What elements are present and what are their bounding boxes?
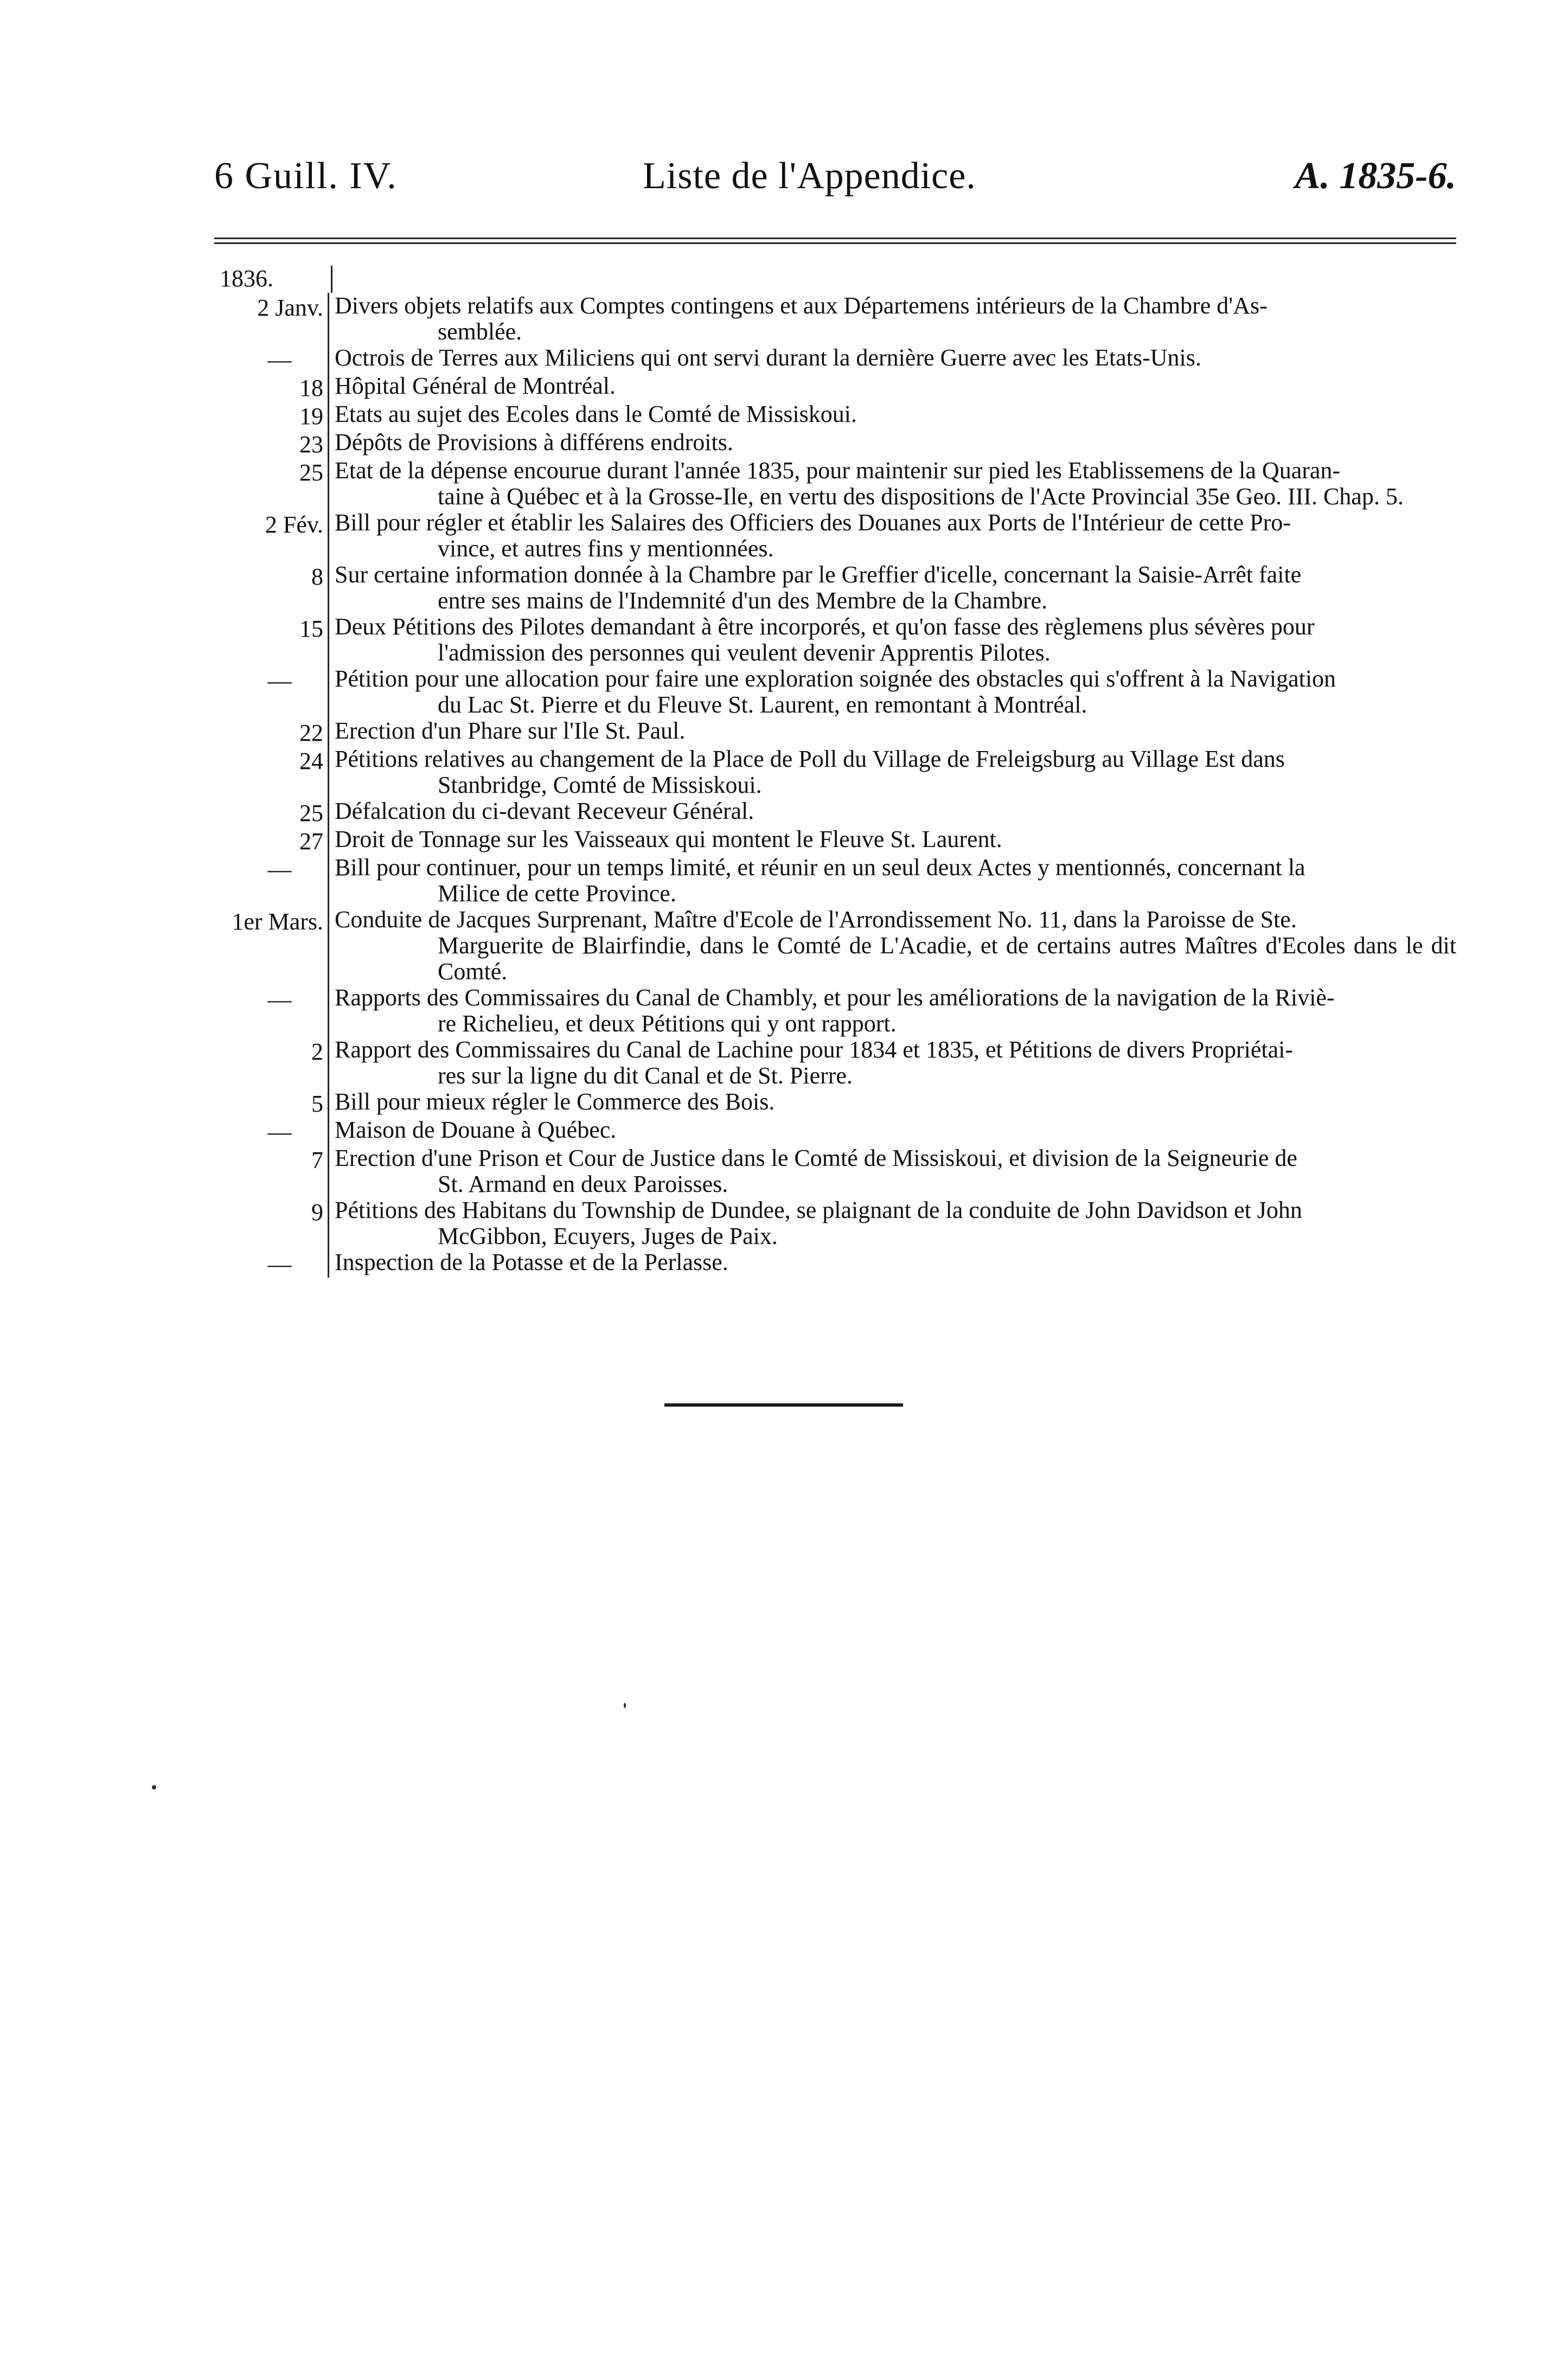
list-item <box>214 826 1456 855</box>
list-item <box>214 510 1456 562</box>
entry-continuation: res sur la ligne du dit Canal et de St. Pierre. <box>438 1062 853 1089</box>
entry-description <box>329 1117 1456 1145</box>
entry-description <box>329 429 1456 458</box>
entry-date: 25 <box>214 798 329 826</box>
entry-continuation: entre ses mains de l'Indemnité d'un des Membre de la Chambre. <box>438 587 1048 614</box>
entry-text: Dépôts de Provisions à différens endroits. <box>335 429 733 456</box>
list-item <box>214 666 1456 718</box>
entry-text: Etat de la dépense encourue durant l'année 1835, pour maintenir sur pied les Etablissemens de la Quaran- <box>335 457 1341 484</box>
entry-date: 8 <box>214 562 329 614</box>
entry-continuation: St. Armand en deux Paroisses. <box>438 1171 728 1197</box>
entry-description <box>329 855 1456 907</box>
entry-description <box>329 293 1456 345</box>
entry-description <box>329 345 1456 373</box>
header-rule <box>214 238 1456 244</box>
list-item <box>214 1037 1456 1089</box>
header-right: A. 1835-6. <box>1295 155 1456 197</box>
entry-date: 5 <box>214 1089 329 1117</box>
entry-text: Erection d'un Phare sur l'Ile St. Paul. <box>335 717 686 744</box>
list-item <box>214 746 1456 798</box>
list-item <box>214 1197 1456 1249</box>
entry-description <box>329 1089 1456 1117</box>
entry-text: Droit de Tonnage sur les Vaisseaux qui montent le Fleuve St. Laurent. <box>335 826 1002 852</box>
entry-text: Pétitions relatives au changement de la Place de Poll du Village de Freleigsburg au Village Est dans <box>335 746 1285 772</box>
entry-text: Rapports des Commissaires du Canal de Chambly, et pour les améliorations de la navigation de la Riviè- <box>335 984 1335 1011</box>
entry-description <box>329 985 1456 1037</box>
list-item <box>214 1089 1456 1117</box>
entry-text: Pétition pour une allocation pour faire une exploration soignée des obstacles qui s'offrent à la Navigation <box>335 665 1336 692</box>
list-item <box>214 1249 1456 1278</box>
list-item <box>214 614 1456 666</box>
header-left: 6 Guill. IV. <box>214 155 398 197</box>
entry-text: Hôpital Général de Montréal. <box>335 373 616 399</box>
entry-description <box>329 614 1456 666</box>
entry-description <box>329 798 1456 826</box>
entry-text: Bill pour mieux régler le Commerce des Bois. <box>335 1088 775 1115</box>
entry-description <box>329 510 1456 562</box>
appendix-list <box>214 266 1456 1278</box>
entry-text: Divers objets relatifs aux Comptes contingens et aux Départemens intérieurs de la Chambre d'As- <box>335 292 1268 319</box>
entry-date: 15 <box>214 614 329 666</box>
list-item <box>214 458 1456 510</box>
entry-date: 22 <box>214 718 329 746</box>
entry-description <box>329 907 1456 985</box>
entry-date: 27 <box>214 826 329 855</box>
entry-description <box>329 1037 1456 1089</box>
entry-description <box>329 826 1456 855</box>
print-speck <box>152 1785 156 1789</box>
entry-continuation: taine à Québec et à la Grosse-Ile, en vertu des dispositions de l'Acte Provincial 35e Geo. III. Chap. 5. <box>438 483 1404 510</box>
entry-text: Sur certaine information donnée à la Chambre par le Greffier d'icelle, concernant la Saisie-Arrêt faite <box>335 561 1302 588</box>
entry-text: Pétitions des Habitans du Township de Dundee, se plaignant de la conduite de John Davidson et John <box>335 1197 1302 1223</box>
entry-description <box>329 401 1456 429</box>
entry-date: — <box>214 1117 329 1145</box>
entry-date: 7 <box>214 1145 329 1197</box>
entry-description <box>329 373 1456 401</box>
list-item <box>214 907 1456 985</box>
entry-text: Etats au sujet des Ecoles dans le Comté de Missiskoui. <box>335 401 857 427</box>
entry-description <box>329 666 1456 718</box>
entry-description <box>329 1249 1456 1278</box>
entry-continuation: du Lac St. Pierre et du Fleuve St. Laurent, en remontant à Montréal. <box>438 691 1087 718</box>
year-label-row <box>214 266 1456 293</box>
entry-text: Bill pour régler et établir les Salaires des Officiers des Douanes aux Ports de l'Intérieur de cette Pro- <box>335 509 1291 536</box>
entry-text: Défalcation du ci-devant Receveur Général. <box>335 798 754 824</box>
entry-continuation: re Richelieu, et deux Pétitions qui y ont rapport. <box>438 1010 897 1037</box>
entry-description <box>329 1145 1456 1197</box>
entry-description <box>329 746 1456 798</box>
list-item <box>214 798 1456 826</box>
page-header <box>214 146 1456 206</box>
list-item <box>214 985 1456 1037</box>
entry-continuation: Milice de cette Province. <box>438 880 676 907</box>
entry-date: — <box>214 345 329 373</box>
entry-text: Octrois de Terres aux Miliciens qui ont servi durant la dernière Guerre avec les Etats-Unis. <box>335 344 1201 371</box>
entry-text: Conduite de Jacques Surprenant, Maître d'Ecole de l'Arrondissement No. 11, dans la Paroisse de Ste. <box>335 906 1297 933</box>
list-item <box>214 293 1456 345</box>
entry-date: 2 <box>214 1037 329 1089</box>
entry-text: Erection d'une Prison et Cour de Justice dans le Comté de Missiskoui, et division de la Seigneurie de <box>335 1145 1297 1171</box>
entry-continuation: McGibbon, Ecuyers, Juges de Paix. <box>438 1223 778 1249</box>
entry-date: 19 <box>214 401 329 429</box>
entry-date: — <box>214 1249 329 1278</box>
entry-date: 2 Janv. <box>214 293 329 345</box>
entry-date: 1er Mars. <box>214 907 329 985</box>
list-item <box>214 401 1456 429</box>
entry-date: 25 <box>214 458 329 510</box>
entry-description <box>329 562 1456 614</box>
list-item <box>214 562 1456 614</box>
entry-date: 9 <box>214 1197 329 1249</box>
year-label: 1836. <box>220 265 273 292</box>
entry-date: — <box>214 855 329 907</box>
entry-description <box>329 1197 1456 1249</box>
entry-continuation: l'admission des personnes qui veulent devenir Apprentis Pilotes. <box>438 639 1051 666</box>
entry-continuation: semblée. <box>438 318 522 345</box>
entry-continuation: vince, et autres fins y mentionnées. <box>438 535 774 562</box>
print-speck <box>624 1703 626 1708</box>
entry-date: — <box>214 985 329 1037</box>
entry-text: Deux Pétitions des Pilotes demandant à être incorporés, et qu'on fasse des règlemens plus sévères pour <box>335 613 1315 640</box>
closing-rule <box>664 1403 903 1407</box>
entry-text: Maison de Douane à Québec. <box>335 1117 617 1143</box>
list-item <box>214 373 1456 401</box>
entry-continuation: Marguerite de Blairfindie, dans le Comté de L'Acadie, et de certains autres Maîtres d'Ecoles dans le dit Comté. <box>438 932 1456 985</box>
entry-date: 23 <box>214 429 329 458</box>
entry-description <box>329 458 1456 510</box>
list-item <box>214 1145 1456 1197</box>
list-item <box>214 1117 1456 1145</box>
list-item <box>214 345 1456 373</box>
entry-date: 24 <box>214 746 329 798</box>
entry-date: 18 <box>214 373 329 401</box>
entry-date: 2 Fév. <box>214 510 329 562</box>
entry-text: Inspection de la Potasse et de la Perlasse. <box>335 1249 728 1275</box>
entry-text: Bill pour continuer, pour un temps limité, et réunir en un seul deux Actes y mentionnés, concernant la <box>335 854 1305 881</box>
list-item <box>214 429 1456 458</box>
entry-description <box>329 718 1456 746</box>
header-title: Liste de l'Appendice. <box>643 155 976 197</box>
list-item <box>214 855 1456 907</box>
entry-text: Rapport des Commissaires du Canal de Lachine pour 1834 et 1835, et Pétitions de divers Propriétai- <box>335 1036 1293 1063</box>
entry-date: — <box>214 666 329 718</box>
list-item <box>214 718 1456 746</box>
column-divider <box>331 266 332 293</box>
entry-continuation: Stanbridge, Comté de Missiskoui. <box>438 772 762 798</box>
